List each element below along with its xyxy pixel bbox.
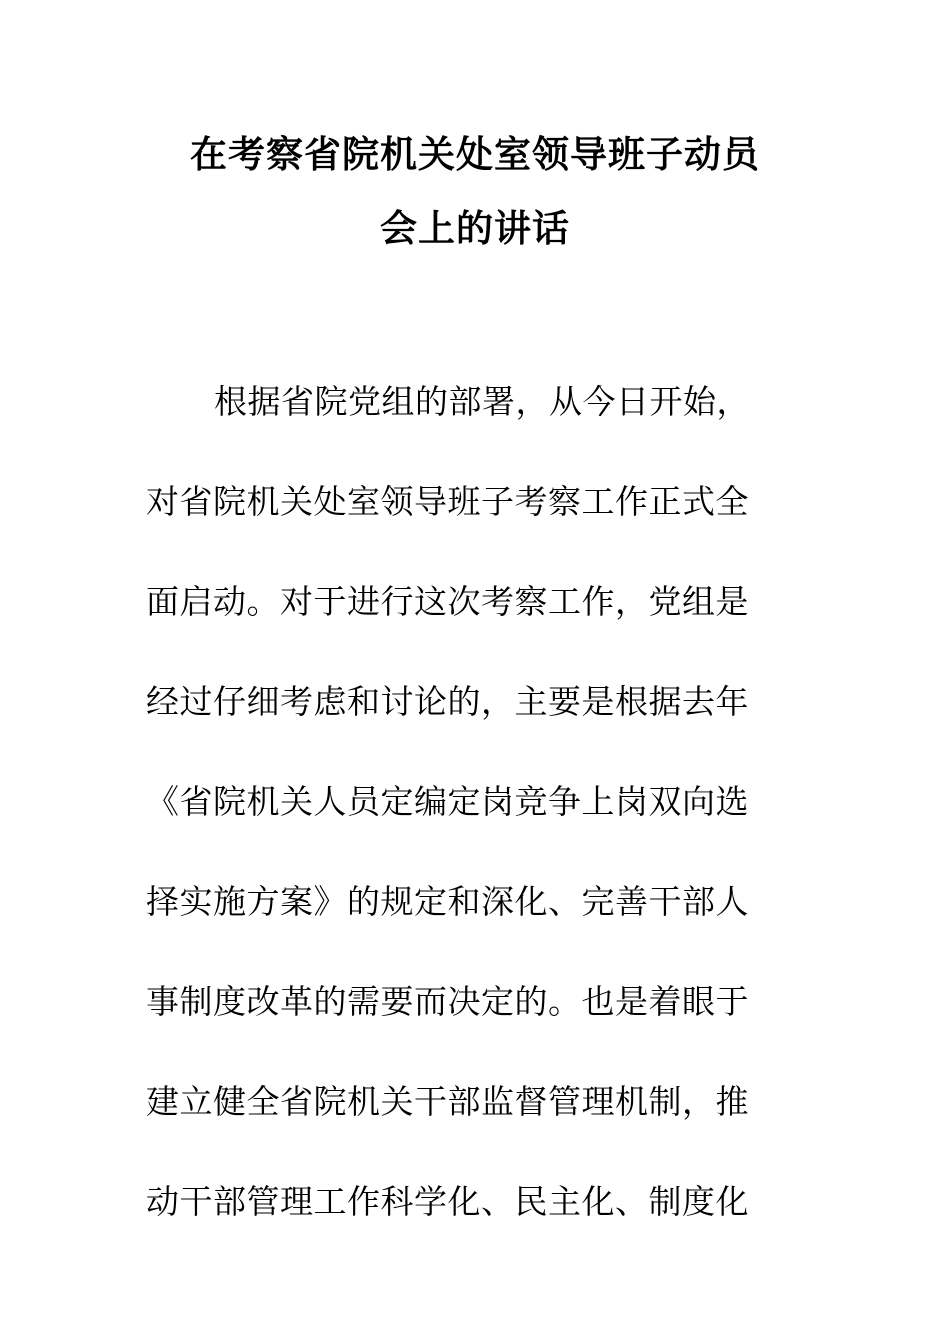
body-paragraph-line-4: 经过仔细考虑和讨论的，主要是根据去年	[146, 682, 749, 721]
body-paragraph-line-1: 根据省院党组的部署，从今日开始，	[214, 382, 750, 421]
document-title-line-1: 在考察省院机关处室领导班子动员	[190, 133, 760, 176]
body-paragraph-line-7: 事制度改革的需要而决定的。也是着眼于	[146, 982, 749, 1021]
body-paragraph-line-9: 动干部管理工作科学化、民主化、制度化	[146, 1182, 749, 1221]
body-paragraph-line-5: 《省院机关人员定编定岗竞争上岗双向选	[146, 782, 749, 821]
body-paragraph-line-2: 对省院机关处室领导班子考察工作正式全	[146, 482, 749, 521]
document-title-line-2: 会上的讲话	[380, 207, 570, 250]
body-paragraph-line-8: 建立健全省院机关干部监督管理机制，推	[146, 1082, 749, 1121]
body-paragraph-line-3: 面启动。对于进行这次考察工作，党组是	[146, 582, 749, 621]
body-paragraph-line-6: 择实施方案》的规定和深化、完善干部人	[146, 882, 749, 921]
